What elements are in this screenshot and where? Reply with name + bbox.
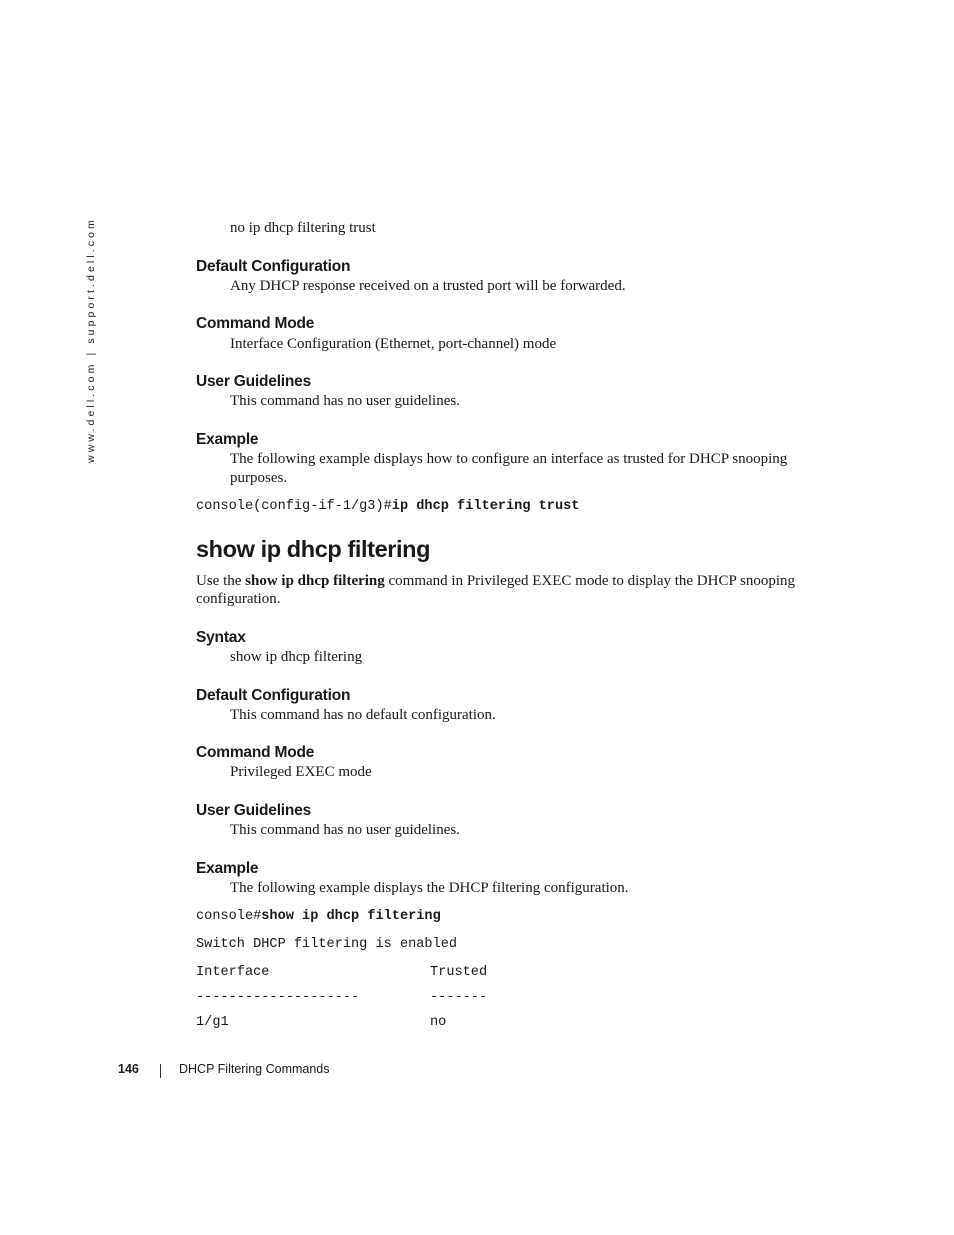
- command-mode-heading: Command Mode: [196, 315, 315, 332]
- output-rule-interface: --------------------: [196, 990, 360, 1005]
- code-command-2: show ip dhcp filtering: [261, 909, 441, 924]
- code-example-trust: [196, 499, 579, 514]
- user-guidelines-text: This command has no user guidelines.: [230, 393, 460, 409]
- code-prompt-2: console#: [196, 909, 262, 924]
- example-heading: Example: [196, 431, 259, 448]
- section-title: show ip dhcp filtering: [196, 536, 431, 562]
- output-status: Switch DHCP filtering is enabled: [196, 937, 458, 952]
- default-config-text: Any DHCP response received on a trusted port will be forwarded.: [230, 278, 626, 294]
- default-config-heading-2: Default Configuration: [196, 687, 351, 704]
- page-number: 146: [118, 1062, 139, 1076]
- syntax-text: show ip dhcp filtering: [230, 649, 363, 665]
- syntax-heading: Syntax: [196, 629, 246, 646]
- command-mode-text: Interface Configuration (Ethernet, port-channel) mode: [230, 336, 557, 352]
- intro-line1: [196, 572, 795, 591]
- code-prompt: console(config-if-1/g3)#: [196, 499, 392, 514]
- chapter-title: DHCP Filtering Commands: [179, 1062, 330, 1076]
- no-form-syntax: no ip dhcp filtering trust: [230, 220, 376, 236]
- default-config-text-2: This command has no default configuration.: [230, 707, 496, 723]
- sidebar-url: [84, 217, 98, 463]
- code-command: ip dhcp filtering trust: [391, 499, 580, 514]
- example-heading-2: Example: [196, 860, 259, 877]
- code-example-show: [196, 909, 441, 924]
- user-guidelines-heading-2: User Guidelines: [196, 802, 312, 819]
- example-text-line1: The following example displays how to configure an interface as trusted for DHCP snooping: [230, 451, 788, 467]
- output-row-trusted: no: [430, 1015, 447, 1030]
- output-rule-trusted: -------: [430, 990, 488, 1005]
- output-header-interface: Interface: [196, 965, 270, 980]
- example-text-2: The following example displays the DHCP filtering configuration.: [230, 880, 629, 896]
- user-guidelines-heading: User Guidelines: [196, 373, 312, 390]
- intro-line2: configuration.: [196, 591, 281, 607]
- intro-pre: Use the: [196, 573, 246, 589]
- output-header-trusted: Trusted: [430, 965, 488, 980]
- default-config-heading: Default Configuration: [196, 258, 351, 275]
- intro-command: show ip dhcp filtering: [245, 573, 385, 589]
- sidebar-url-text: www.dell.com | support.dell.com: [85, 217, 97, 463]
- command-mode-text-2: Privileged EXEC mode: [230, 764, 372, 780]
- output-row-interface: 1/g1: [196, 1015, 229, 1030]
- footer-divider: [160, 1064, 161, 1078]
- user-guidelines-text-2: This command has no user guidelines.: [230, 822, 460, 838]
- intro-post: command in Privileged EXEC mode to display the DHCP snooping: [384, 573, 796, 589]
- example-text-line2: purposes.: [230, 470, 288, 486]
- command-mode-heading-2: Command Mode: [196, 744, 315, 761]
